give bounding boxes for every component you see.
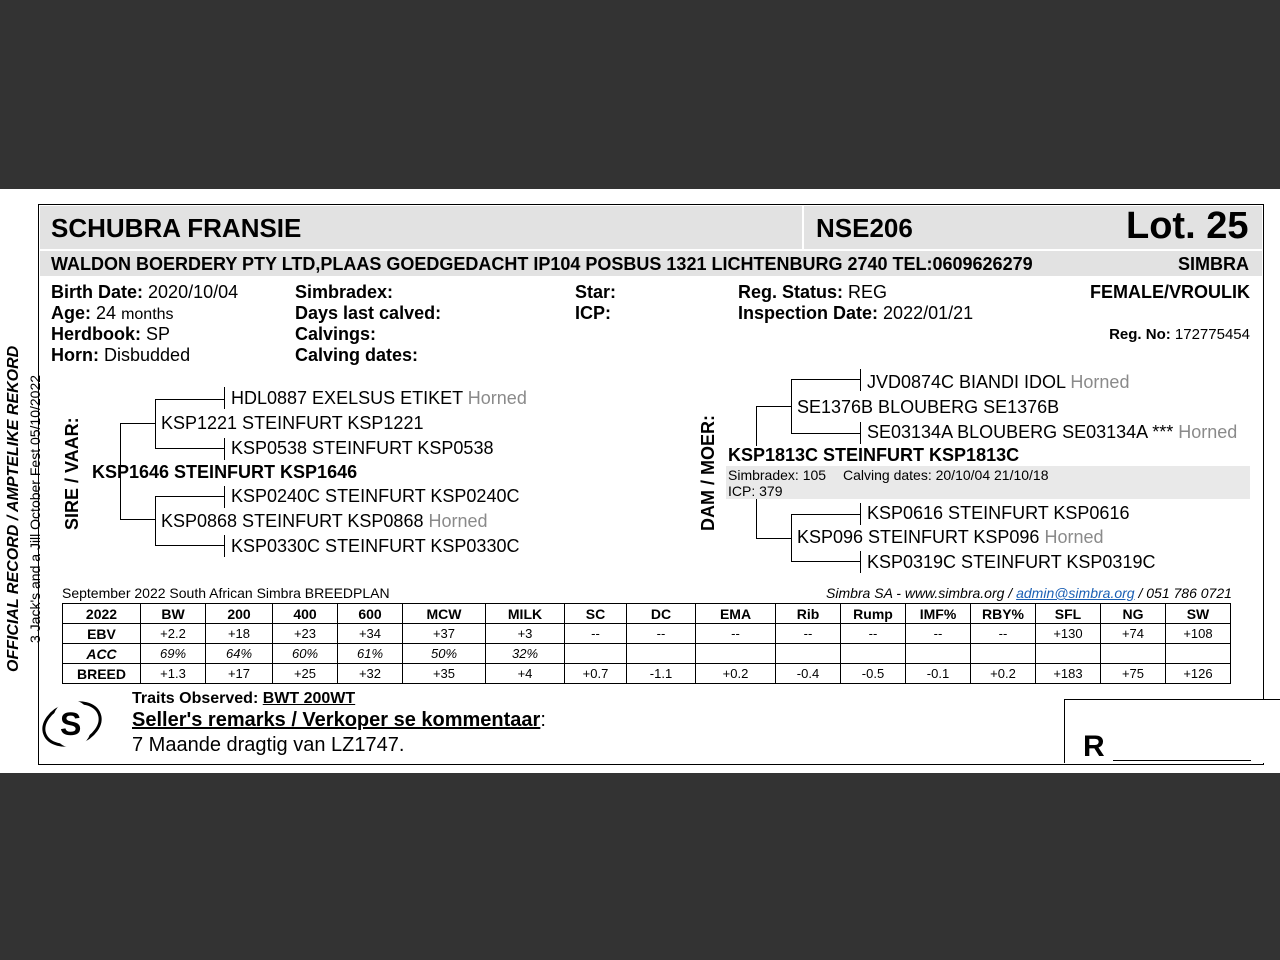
table-cell: 50% xyxy=(403,644,486,664)
table-cell: 32% xyxy=(486,644,565,664)
dam-connector xyxy=(791,561,861,562)
sire-dam: KSP0868 STEINFURT KSP0868 Horned xyxy=(161,511,488,531)
sire-sire: KSP1221 STEINFURT KSP1221 xyxy=(161,413,424,433)
icp-label: ICP: xyxy=(575,303,611,323)
dam-calving-dates: Calving dates: 20/10/04 21/10/18 xyxy=(843,467,1049,483)
owner-info: WALDON BOERDERY PTY LTD,PLAAS GOEDGEDACHT IP104 POSBUS 1321 LICHTENBURG 2740 TEL:0609626279 xyxy=(51,254,1033,274)
table-cell: 60% xyxy=(273,644,338,664)
calving-dates-label: Calving dates: xyxy=(295,345,419,365)
table-cell: BREED xyxy=(63,664,141,684)
dam-connector xyxy=(791,379,792,434)
horn-status: Horn: Disbudded xyxy=(51,345,191,365)
table-cell xyxy=(971,644,1036,664)
dam-simbradex: Simbradex: 105 xyxy=(728,467,827,483)
dam-connector xyxy=(791,379,861,380)
sire-connector xyxy=(155,496,225,497)
table-cell xyxy=(1101,644,1166,664)
dam-sire-sire: JVD0874C BIANDI IDOL Horned xyxy=(867,372,1130,392)
sire-connector xyxy=(155,399,225,400)
lot-number: Lot. 25 xyxy=(1126,205,1249,247)
sire-dam-dam: KSP0330C STEINFURT KSP0330C xyxy=(231,536,520,556)
table-row xyxy=(63,664,1231,684)
sire-connector xyxy=(120,423,155,424)
sire-dam-sire: KSP0240C STEINFURT KSP0240C xyxy=(231,486,520,506)
table-cell: +18 xyxy=(206,624,273,644)
table-cell: +0.7 xyxy=(565,664,627,684)
sire-connector xyxy=(155,545,225,546)
table-cell: +4 xyxy=(486,664,565,684)
remarks-text: 7 Maande dragtig van LZ1747. xyxy=(132,734,405,756)
table-cell: 69% xyxy=(141,644,206,664)
days-last-calved-label: Days last calved: xyxy=(295,303,442,323)
herdbook: Herdbook: SP xyxy=(51,324,171,344)
sire-connector xyxy=(120,519,155,520)
table-cell xyxy=(565,644,627,664)
table-cell: ACC xyxy=(63,644,141,664)
table-cell: +25 xyxy=(273,664,338,684)
table-cell: -- xyxy=(627,624,696,644)
table-cell: -- xyxy=(696,624,776,644)
table-header: 600 xyxy=(338,604,403,624)
sire-connector xyxy=(224,387,225,409)
table-cell: +2.2 xyxy=(141,624,206,644)
sire-connector xyxy=(155,448,225,449)
breedplan-source: September 2022 South African Simbra BREEDPLAN xyxy=(62,585,390,601)
table-cell: 64% xyxy=(206,644,273,664)
dam-dam: KSP096 STEINFURT KSP096 Horned xyxy=(797,527,1104,547)
age: Age: 24 months xyxy=(51,303,174,323)
table-cell xyxy=(906,644,971,664)
table-header: SC xyxy=(565,604,627,624)
table-header: SW xyxy=(1166,604,1231,624)
table-header: 2022 xyxy=(63,604,141,624)
reg-status: Reg. Status: REG xyxy=(738,282,888,302)
table-header: Rump xyxy=(841,604,906,624)
table-cell: -0.1 xyxy=(906,664,971,684)
table-cell xyxy=(1036,644,1101,664)
dam-icp: ICP: 379 xyxy=(728,483,783,499)
table-header-row xyxy=(63,604,1231,624)
reg-number: Reg. No: 172775454 xyxy=(1109,326,1250,343)
lot-card xyxy=(0,189,1280,773)
table-cell: EBV xyxy=(63,624,141,644)
table-header: NG xyxy=(1101,604,1166,624)
table-cell: 61% xyxy=(338,644,403,664)
dam-connector xyxy=(791,514,792,562)
price-input-line[interactable] xyxy=(1113,760,1251,761)
contact-email-link[interactable]: admin@simbra.org xyxy=(1016,585,1135,601)
breed-name: SIMBRA xyxy=(1178,254,1249,274)
table-cell: +23 xyxy=(273,624,338,644)
dam-dam-dam: KSP0319C STEINFURT KSP0319C xyxy=(867,552,1156,572)
table-cell: +17 xyxy=(206,664,273,684)
table-header: Rib xyxy=(776,604,841,624)
price-label: R xyxy=(1083,730,1105,763)
table-cell xyxy=(627,644,696,664)
table-header: RBY% xyxy=(971,604,1036,624)
table-cell: +0.2 xyxy=(696,664,776,684)
table-cell: +108 xyxy=(1166,624,1231,644)
table-cell: -- xyxy=(906,624,971,644)
table-cell xyxy=(776,644,841,664)
dam-name: KSP1813C STEINFURT KSP1813C xyxy=(728,445,1020,465)
sire-sire-sire: HDL0887 EXELSUS ETIKET Horned xyxy=(231,388,527,408)
sire-connector xyxy=(224,438,225,460)
table-cell xyxy=(841,644,906,664)
table-header: 400 xyxy=(273,604,338,624)
simbradex-label: Simbradex: xyxy=(295,282,394,302)
dam-sire: SE1376B BLOUBERG SE1376B xyxy=(797,397,1060,417)
table-cell: +0.2 xyxy=(971,664,1036,684)
sire-sire-dam: KSP0538 STEINFURT KSP0538 xyxy=(231,438,494,458)
dam-connector xyxy=(756,538,791,539)
inspection-date: Inspection Date: 2022/01/21 xyxy=(738,303,974,323)
dam-connector xyxy=(756,499,757,539)
breedplan-contact: Simbra SA - www.simbra.org / admin@simbra.org / 051 786 0721 xyxy=(826,585,1232,601)
table-cell: +35 xyxy=(403,664,486,684)
remarks-heading: Seller's remarks / Verkoper se kommentaar: xyxy=(132,709,546,731)
title-divider xyxy=(802,206,804,249)
sire-name: KSP1646 STEINFURT KSP1646 xyxy=(92,462,358,482)
dam-connector xyxy=(791,514,861,515)
sire-connector xyxy=(224,535,225,557)
dam-connector xyxy=(860,369,861,391)
table-cell: +32 xyxy=(338,664,403,684)
table-header: 200 xyxy=(206,604,273,624)
event-label: 3 Jack's and a Jill October Fest 05/10/2022 xyxy=(27,374,43,643)
table-cell: -- xyxy=(565,624,627,644)
table-cell: -0.4 xyxy=(776,664,841,684)
dam-connector xyxy=(860,551,861,573)
table-cell: +3 xyxy=(486,624,565,644)
simbra-logo xyxy=(40,699,104,749)
sire-connector xyxy=(155,399,156,449)
table-row xyxy=(63,624,1231,644)
table-cell: +126 xyxy=(1166,664,1231,684)
table-header: IMF% xyxy=(906,604,971,624)
table-header: EMA xyxy=(696,604,776,624)
sex: FEMALE/VROULIK xyxy=(1090,282,1250,302)
calvings-label: Calvings: xyxy=(295,324,377,344)
dam-connector xyxy=(756,406,791,407)
dam-sire-dam: SE03134A BLOUBERG SE03134A *** Horned xyxy=(867,422,1238,442)
dam-label: DAM / MOER: xyxy=(698,415,718,531)
dam-connector xyxy=(756,406,757,446)
logo-letter: S xyxy=(60,706,82,742)
table-header: MCW xyxy=(403,604,486,624)
table-cell xyxy=(696,644,776,664)
table-row xyxy=(63,644,1231,664)
dam-connector xyxy=(860,422,861,444)
table-cell: +37 xyxy=(403,624,486,644)
table-cell: +1.3 xyxy=(141,664,206,684)
table-cell: +183 xyxy=(1036,664,1101,684)
table-header: DC xyxy=(627,604,696,624)
table-cell: +74 xyxy=(1101,624,1166,644)
table-header: MILK xyxy=(486,604,565,624)
animal-code: NSE206 xyxy=(816,213,913,243)
birth-date: Birth Date: 2020/10/04 xyxy=(51,282,239,302)
table-cell xyxy=(1166,644,1231,664)
sire-connector xyxy=(155,496,156,546)
dam-connector xyxy=(860,503,861,525)
table-cell: -- xyxy=(971,624,1036,644)
table-cell: +75 xyxy=(1101,664,1166,684)
animal-name: SCHUBRA FRANSIE xyxy=(51,213,302,243)
table-cell: +130 xyxy=(1036,624,1101,644)
dam-connector xyxy=(791,433,861,434)
official-record-label: OFFICIAL RECORD / AMPTELIKE REKORD xyxy=(5,345,22,672)
table-cell: -0.5 xyxy=(841,664,906,684)
table-cell: -- xyxy=(841,624,906,644)
breedplan-table xyxy=(62,603,1231,684)
table-header: SFL xyxy=(1036,604,1101,624)
table-header: BW xyxy=(141,604,206,624)
dam-dam-sire: KSP0616 STEINFURT KSP0616 xyxy=(867,503,1130,523)
star-label: Star: xyxy=(575,282,617,302)
table-cell: -- xyxy=(776,624,841,644)
sire-label: SIRE / VAAR: xyxy=(62,417,82,530)
table-cell: -1.1 xyxy=(627,664,696,684)
sire-connector xyxy=(224,486,225,508)
traits-observed: Traits Observed: BWT 200WT xyxy=(132,690,356,707)
table-cell: +34 xyxy=(338,624,403,644)
